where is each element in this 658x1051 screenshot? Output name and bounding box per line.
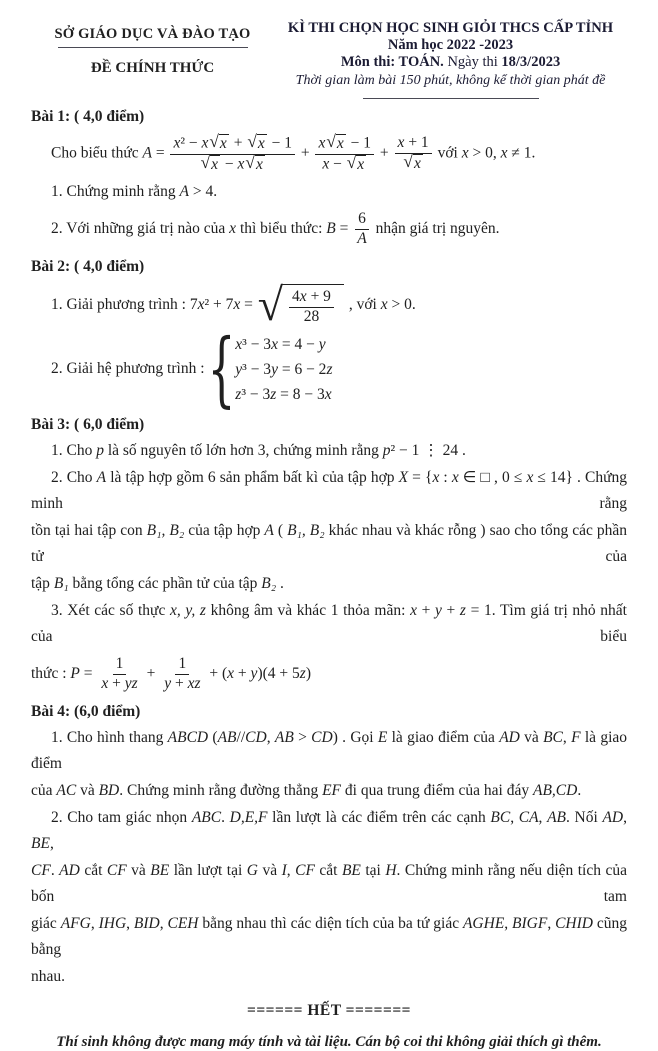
text-run: = <box>151 144 169 162</box>
text-run: = 1. Tìm giá trị nhỏ nhất của biểu <box>31 601 631 645</box>
math-variable: y <box>318 335 326 353</box>
math-variable: x <box>451 468 459 486</box>
text-run: 2. Giải hệ phương trình : <box>51 359 209 377</box>
problem-line <box>31 725 631 777</box>
problem-line <box>31 321 627 417</box>
square-root <box>209 134 228 154</box>
math-variable: x <box>432 468 440 486</box>
math-variable: AD <box>602 808 624 826</box>
text-run: đi qua trung điểm của hai đáy <box>341 781 533 799</box>
text-run: 6 <box>358 210 366 228</box>
math-variable: F <box>571 728 581 746</box>
math-variable: x <box>336 135 344 152</box>
fraction-denominator <box>98 675 140 694</box>
text-run: + <box>296 144 314 162</box>
text-run: , <box>126 914 134 932</box>
text-run: + <box>142 664 160 682</box>
text-run: Bài 1: ( 4,0 điểm) <box>31 108 145 125</box>
math-variable: BC <box>490 808 511 826</box>
math-variable: BIGF <box>512 914 548 932</box>
math-variable: x <box>197 295 205 313</box>
radical-sign-icon: √ <box>245 152 255 172</box>
square-root <box>245 152 264 175</box>
math-variable: A <box>179 183 189 201</box>
text-run: là tập hợp gồm 6 sản phẩm bất kì của tập hợp <box>106 468 399 486</box>
text-run: tồn tại hai tập con <box>31 521 147 539</box>
math-variable: x <box>299 288 307 305</box>
math-variable: BE <box>31 834 50 852</box>
text-run: ³ − 3 <box>241 385 271 403</box>
math-variable: CD <box>245 728 267 746</box>
math-variable: E <box>377 728 388 746</box>
text-run: là số nguyên tố lớn hơn 3, chứng minh rằng <box>103 441 383 459</box>
math-variable: y <box>164 674 172 692</box>
text-run: , <box>286 861 296 879</box>
fraction-denominator <box>354 230 369 249</box>
math-variable: B₁ <box>53 574 69 592</box>
text-run: . <box>577 781 582 799</box>
radical-sign-icon: √ <box>200 152 211 172</box>
radicand <box>356 155 366 175</box>
text-run: của tập hợp <box>184 521 265 539</box>
text-run: 1. Cho hình thang <box>51 728 168 746</box>
math-variable: ABCD <box>167 728 209 746</box>
math-variable: xz <box>187 674 201 692</box>
text-run: , <box>504 914 513 932</box>
math-variable: BE <box>341 861 361 879</box>
text-run: > 0. <box>387 295 416 313</box>
text-run: là giao điểm của <box>387 728 500 746</box>
math-variable: x <box>211 155 219 173</box>
math-variable: x <box>500 144 508 162</box>
text-run: = <box>79 664 97 682</box>
text-run: ³ − 3 <box>242 335 272 353</box>
equation-system <box>207 321 333 417</box>
square-root <box>257 279 344 330</box>
math-variable: H <box>385 861 397 879</box>
math-fraction <box>289 288 334 327</box>
math-variable: AC <box>56 781 77 799</box>
radical-sign-icon: √ <box>247 132 257 151</box>
left-brace-icon: { <box>207 321 236 417</box>
department-name: SỞ GIÁO DỤC VÀ ĐÀO TẠO <box>54 26 251 42</box>
math-variable: CEH <box>167 914 199 932</box>
math-fraction <box>395 134 432 174</box>
math-variable: CF <box>295 861 315 879</box>
problem-line <box>31 279 627 330</box>
fraction-numerator <box>289 288 334 308</box>
math-fraction <box>170 134 295 174</box>
math-variable: x <box>255 155 263 173</box>
math-variable: x <box>410 601 417 619</box>
text-run: và <box>257 861 282 879</box>
math-variable: A <box>357 230 367 248</box>
text-run: khác nhau và khác rỗng ) sao cho tổng các phần tử của <box>31 521 631 565</box>
square-root <box>200 152 220 175</box>
text-run: . Chứng minh rằng đường thẳng <box>119 781 323 799</box>
text-run: , <box>266 728 275 746</box>
text-run: − <box>221 154 238 172</box>
problem-line <box>31 438 627 464</box>
text-run: − 1 <box>346 134 372 152</box>
system-row <box>235 332 332 357</box>
math-variable: A <box>264 521 274 539</box>
math-variable: x <box>227 664 235 682</box>
math-variable: p <box>96 441 104 459</box>
exam-date-label: Ngày thi <box>443 54 502 70</box>
text-run: không âm và khác 1 thỏa mãn: <box>205 601 411 619</box>
square-root <box>346 152 366 175</box>
text-run: bằng nhau thì các diện tích của ba tứ giác <box>198 914 463 932</box>
fraction-numerator <box>315 134 374 155</box>
text-run: lần lượt tại <box>169 861 247 879</box>
problem-heading <box>31 105 627 129</box>
fraction-denominator <box>399 154 426 174</box>
problem-line <box>31 571 627 597</box>
text-run: > <box>293 728 312 746</box>
problem-line <box>31 805 631 857</box>
footer-note: Thí sinh không được mang máy tính và tài liệu. Cán bộ coi thi không giải thích gì thêm. <box>56 1033 602 1050</box>
math-variable: x <box>173 134 181 152</box>
fraction-numerator <box>170 134 295 155</box>
text-run: 1. Chứng minh rằng <box>51 183 180 201</box>
text-run: = 8 − 3 <box>276 385 325 403</box>
math-variable: x <box>380 295 388 313</box>
square-root <box>326 134 345 154</box>
math-variable: AB <box>547 808 567 826</box>
text-run: , <box>49 834 54 852</box>
math-variable: AB,CD <box>533 781 578 799</box>
math-variable: x, y, z <box>169 601 206 619</box>
text-run: ² − <box>180 134 202 152</box>
math-variable: x <box>461 144 469 162</box>
math-variable: x <box>101 674 109 692</box>
math-variable: CHID <box>555 914 593 932</box>
subject-name: Môn thi: TOÁN. <box>340 54 444 70</box>
problem-line <box>31 179 627 205</box>
math-variable: x <box>526 468 534 486</box>
math-variable: x <box>397 134 405 152</box>
math-variable: A <box>96 468 107 486</box>
math-variable: CF <box>31 861 51 879</box>
problem-line <box>31 964 627 990</box>
math-variable: x <box>233 295 241 313</box>
math-variable: p <box>382 441 391 459</box>
text-run: ) <box>305 664 311 682</box>
math-variable: x <box>257 135 265 152</box>
text-run: ² − 1 ⋮ 24 . <box>390 441 466 459</box>
text-run: nhau. <box>31 967 66 985</box>
text-run: > 4. <box>189 183 218 201</box>
text-run: tại <box>360 861 386 879</box>
text-run: ( <box>208 728 218 746</box>
text-run: + <box>171 674 188 692</box>
text-run: Bài 2: ( 4,0 điểm) <box>31 258 145 275</box>
math-variable: z <box>270 385 277 403</box>
problem-line <box>31 134 627 174</box>
math-variable: AB <box>217 728 237 746</box>
math-variable: yz <box>124 674 138 692</box>
text-run: − 1 <box>267 134 292 152</box>
text-run: , <box>159 914 168 932</box>
problem-heading <box>31 700 627 724</box>
text-run: 1. Giải phương trình : 7 <box>51 295 198 313</box>
text-run: ∈ □ , 0 ≤ <box>458 468 527 486</box>
system-row <box>235 382 332 407</box>
radicand <box>210 155 220 175</box>
text-run: Cho biểu thức <box>51 144 143 162</box>
text-run: + <box>416 601 435 619</box>
text-run: 28 <box>303 307 320 325</box>
math-variable: z <box>235 385 242 403</box>
text-run: ) . Gọi <box>332 728 378 746</box>
text-run: . <box>276 574 284 592</box>
fraction-numerator <box>175 655 189 675</box>
problem-line <box>31 778 627 804</box>
subject-line <box>274 54 627 71</box>
text-run: , <box>90 914 99 932</box>
document-type: ĐỀ CHÍNH THỨC <box>90 60 215 76</box>
text-run: + <box>229 134 247 152</box>
text-run: ² + 7 <box>204 295 234 313</box>
math-fraction <box>315 134 374 174</box>
radical-sign-icon: √ <box>209 132 219 151</box>
math-variable: B₁, B₂ <box>287 521 325 539</box>
problem-line <box>31 210 627 249</box>
problem-line <box>31 598 631 650</box>
math-variable: D,E,F <box>229 808 268 826</box>
math-variable: y <box>271 360 278 378</box>
text-run: 3. Xét các số thực <box>51 601 170 619</box>
math-variable: x <box>318 134 326 152</box>
square-root <box>247 134 266 154</box>
text-run: ( <box>273 521 288 539</box>
math-variable: G <box>246 861 258 879</box>
text-run: = { <box>408 468 433 486</box>
text-run: )(4 + 5 <box>257 664 300 682</box>
text-run: ≤ 14} . Chứng minh rằng <box>31 468 631 512</box>
text-run: lần lượt là các điểm trên các cạnh <box>267 808 491 826</box>
system-rows <box>235 332 332 407</box>
math-variable: x <box>229 220 237 238</box>
text-run: tập <box>31 574 54 592</box>
text-run: + <box>376 144 393 162</box>
square-root <box>403 154 422 174</box>
math-variable: BE <box>150 861 170 879</box>
radical-sign-icon: √ <box>403 152 413 172</box>
math-fraction <box>354 210 369 249</box>
math-variable: z <box>299 664 306 682</box>
problems-body <box>31 105 631 990</box>
fraction-denominator <box>197 152 269 175</box>
text-run: 1 <box>115 654 124 672</box>
text-run: = <box>335 220 353 238</box>
text-run: Bài 4: (6,0 điểm) <box>31 702 141 720</box>
text-run: // <box>236 728 246 746</box>
math-variable: ABC <box>191 808 222 826</box>
radicand <box>413 154 423 174</box>
problem-line <box>31 655 627 694</box>
fraction-denominator <box>161 675 203 694</box>
math-variable: x <box>219 135 227 152</box>
math-variable: z <box>459 601 466 619</box>
text-run: + 1 <box>404 134 429 152</box>
math-variable: y <box>250 664 258 682</box>
text-run: cắt <box>314 861 342 879</box>
text-run: nhận giá trị nguyên. <box>371 220 500 238</box>
math-variable: B₁, B₂ <box>146 521 185 539</box>
fraction-numerator <box>355 210 369 230</box>
math-variable: EF <box>322 781 342 799</box>
problem-heading <box>31 255 627 279</box>
text-run: + <box>234 664 251 682</box>
math-variable: X <box>398 468 409 486</box>
math-variable: x <box>237 154 245 172</box>
radical-sign-icon: √ <box>257 279 284 330</box>
math-variable: AD <box>59 861 80 879</box>
header-left-rule <box>58 47 248 48</box>
math-variable: BID <box>133 914 160 932</box>
text-run: 2. Cho tam giác nhọn <box>51 808 192 826</box>
fraction-numerator <box>113 655 127 675</box>
text-run: . Nối <box>566 808 603 826</box>
header-right <box>274 20 627 99</box>
problem-line <box>31 518 631 570</box>
math-variable: BC <box>543 728 563 746</box>
text-run: 4 <box>292 288 300 305</box>
text-run: + <box>108 674 125 692</box>
system-row <box>235 357 332 382</box>
fraction-denominator <box>319 152 370 175</box>
math-variable: CF <box>106 861 127 879</box>
text-run: ³ − 3 <box>242 360 272 378</box>
text-run: và <box>76 781 99 799</box>
text-run: = 6 − 2 <box>277 360 327 378</box>
text-run: với <box>433 144 462 162</box>
text-run: thức : <box>31 664 71 682</box>
math-variable: AFG <box>60 914 91 932</box>
text-run: : <box>439 468 452 486</box>
text-run: . <box>221 808 230 826</box>
math-variable: IHG <box>98 914 127 932</box>
math-variable: x <box>413 155 421 173</box>
text-run: , <box>538 808 548 826</box>
text-run: . <box>50 861 60 879</box>
math-variable: P <box>70 664 80 682</box>
math-variable: x <box>324 385 332 403</box>
math-variable: A <box>142 144 152 162</box>
school-year: Năm học 2022 -2023 <box>387 37 514 53</box>
radicand <box>281 284 344 327</box>
radical-sign-icon: √ <box>346 152 357 172</box>
math-variable: z <box>326 360 333 378</box>
radical-sign-icon: √ <box>326 132 336 151</box>
text-run: Bài 3: ( 6,0 điểm) <box>31 415 145 433</box>
radicand <box>257 134 267 154</box>
text-run: , <box>510 808 519 826</box>
math-variable: CD <box>311 728 333 746</box>
text-run: của <box>31 781 57 799</box>
math-variable: AGHE <box>462 914 505 932</box>
math-variable: y <box>235 360 243 378</box>
problem-line <box>31 465 631 517</box>
header-left <box>31 20 274 77</box>
text-run: , <box>562 728 572 746</box>
text-run: và <box>519 728 544 746</box>
math-variable: B₂ <box>261 574 277 592</box>
text-run: 2. Cho <box>51 468 97 486</box>
text-run: giác <box>31 914 61 932</box>
text-run: = 4 − <box>277 335 319 353</box>
fraction-numerator <box>395 134 432 154</box>
exam-title: KÌ THI CHỌN HỌC SINH GIỎI THCS CẤP TỈNH <box>287 20 614 36</box>
text-run: là giao điểm <box>31 728 631 772</box>
math-variable: x <box>357 155 365 173</box>
math-variable: I <box>281 861 287 879</box>
problem-heading <box>31 413 627 437</box>
math-variable: CA <box>518 808 539 826</box>
text-run: cũng bằng <box>31 914 631 958</box>
text-run: = <box>240 295 257 313</box>
text-run: + <box>441 601 460 619</box>
math-fraction <box>98 655 140 694</box>
exam-date: 18/3/2023 <box>501 54 561 70</box>
math-variable: x <box>271 335 278 353</box>
math-variable: B <box>326 220 336 238</box>
text-run: và <box>126 861 151 879</box>
fraction-denominator <box>301 308 323 327</box>
text-run: 1 <box>178 654 187 672</box>
text-run: . Chứng minh rằng nếu diện tích của bốn tam <box>31 861 631 905</box>
math-variable: AB <box>274 728 294 746</box>
math-variable: x <box>235 335 243 353</box>
header-right-rule <box>363 98 539 99</box>
math-variable: y <box>434 601 442 619</box>
exam-duration: Thời gian làm bài 150 phút, không kể thời gian phát đề <box>295 73 606 88</box>
math-variable: x <box>201 134 209 152</box>
radicand <box>219 134 229 154</box>
problem-line <box>31 911 631 963</box>
math-fraction <box>161 655 203 694</box>
end-marker: ====== HẾT ======= <box>246 1001 412 1019</box>
text-run: + ( <box>205 664 228 682</box>
radicand <box>336 134 346 154</box>
text-run: bằng tổng các phần tử của tập <box>68 574 262 592</box>
text-run: , <box>547 914 556 932</box>
radicand <box>255 155 265 175</box>
text-run: 1. Cho <box>51 441 97 459</box>
page-header <box>31 20 627 99</box>
text-run: thì biểu thức: <box>236 220 327 238</box>
text-run: ≠ 1. <box>507 144 536 162</box>
text-run: + 9 <box>306 288 331 305</box>
text-run: − <box>329 154 346 172</box>
math-variable: AD <box>499 728 520 746</box>
text-run: , <box>623 808 631 826</box>
problem-line <box>31 858 631 910</box>
math-variable: x <box>322 154 330 172</box>
text-run: 2. Với những giá trị nào của <box>51 220 230 238</box>
text-run: cắt <box>79 861 107 879</box>
math-variable: BD <box>98 781 120 799</box>
text-run: , với <box>344 295 381 313</box>
text-run: > 0, <box>468 144 501 162</box>
